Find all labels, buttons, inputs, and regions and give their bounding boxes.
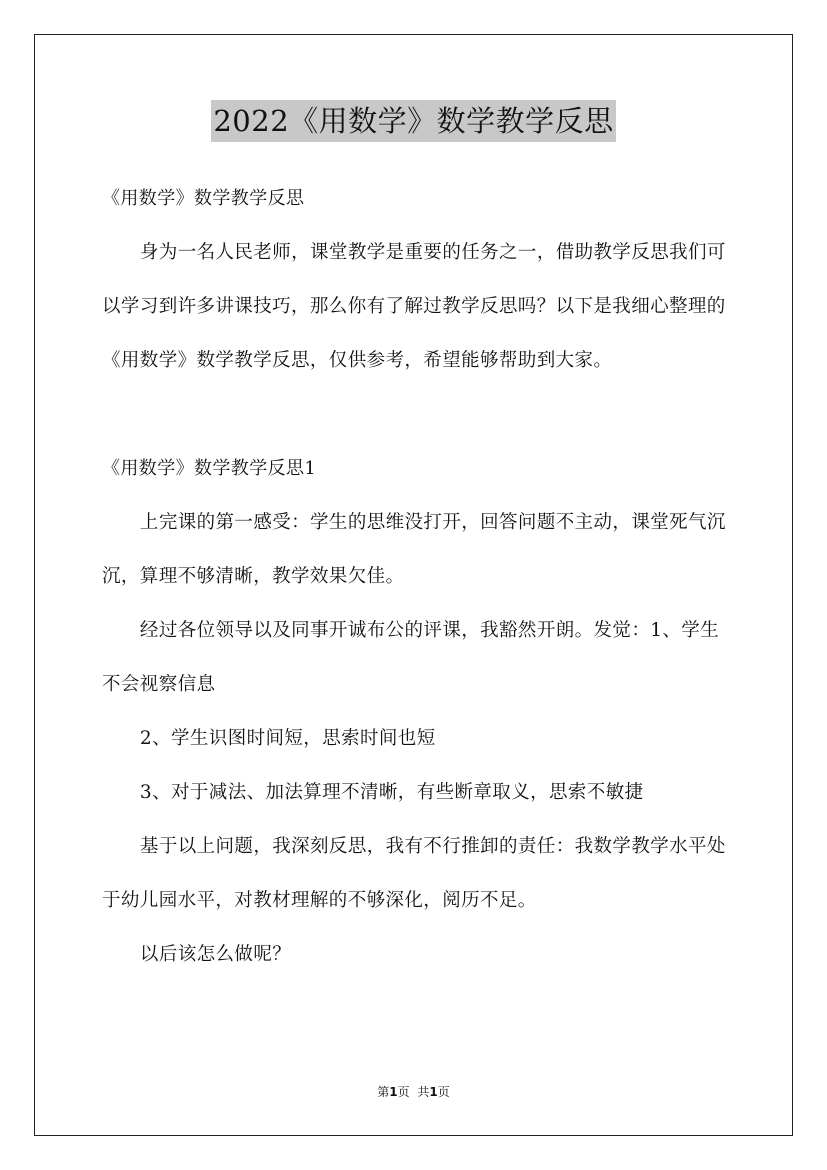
body-paragraph: 2、学生识图时间短，思索时间也短	[139, 728, 436, 749]
body-paragraph: 基于以上问题，我深刻反思，我有不行推卸的责任：我数学教学水平处于幼儿园水平，对教材理解的不够深化，阅历不足。	[102, 836, 726, 911]
section-heading: 《用数学》数学教学反思1	[102, 458, 317, 479]
body-paragraph: 以后该怎么做呢？	[139, 944, 292, 965]
body-paragraph: 3、对于减法、加法算理不清晰，有些断章取义，思索不敏捷	[139, 782, 644, 803]
page-footer	[0, 1083, 827, 1100]
page-suffix: 页	[397, 1085, 410, 1099]
page-prefix: 第	[377, 1085, 390, 1099]
page-number: 1	[389, 1085, 398, 1099]
document-title: 2022《用数学》数学教学反思	[211, 100, 615, 142]
document-body	[102, 172, 732, 982]
total-suffix: 页	[437, 1085, 450, 1099]
body-paragraph: 经过各位领导以及同事开诚布公的评课，我豁然开朗。发觉：1、学生不会视察信息	[102, 620, 720, 695]
total-pages: 1	[429, 1085, 438, 1099]
intro-paragraph: 身为一名人民老师，课堂教学是重要的任务之一，借助教学反思我们可以学习到许多讲课技巧，那么你有了解过教学反思吗？以下是我细心整理的《用数学》数学教学反思，仅供参考，希望能够帮助到大家。	[102, 242, 726, 371]
total-prefix: 共	[417, 1085, 430, 1099]
body-paragraph: 上完课的第一感受：学生的思维没打开，回答问题不主动，课堂死气沉沉，算理不够清晰，教学效果欠佳。	[102, 512, 726, 587]
document-subtitle: 《用数学》数学教学反思	[102, 188, 305, 209]
title-container	[0, 100, 827, 142]
paragraph-spacer	[102, 388, 732, 442]
